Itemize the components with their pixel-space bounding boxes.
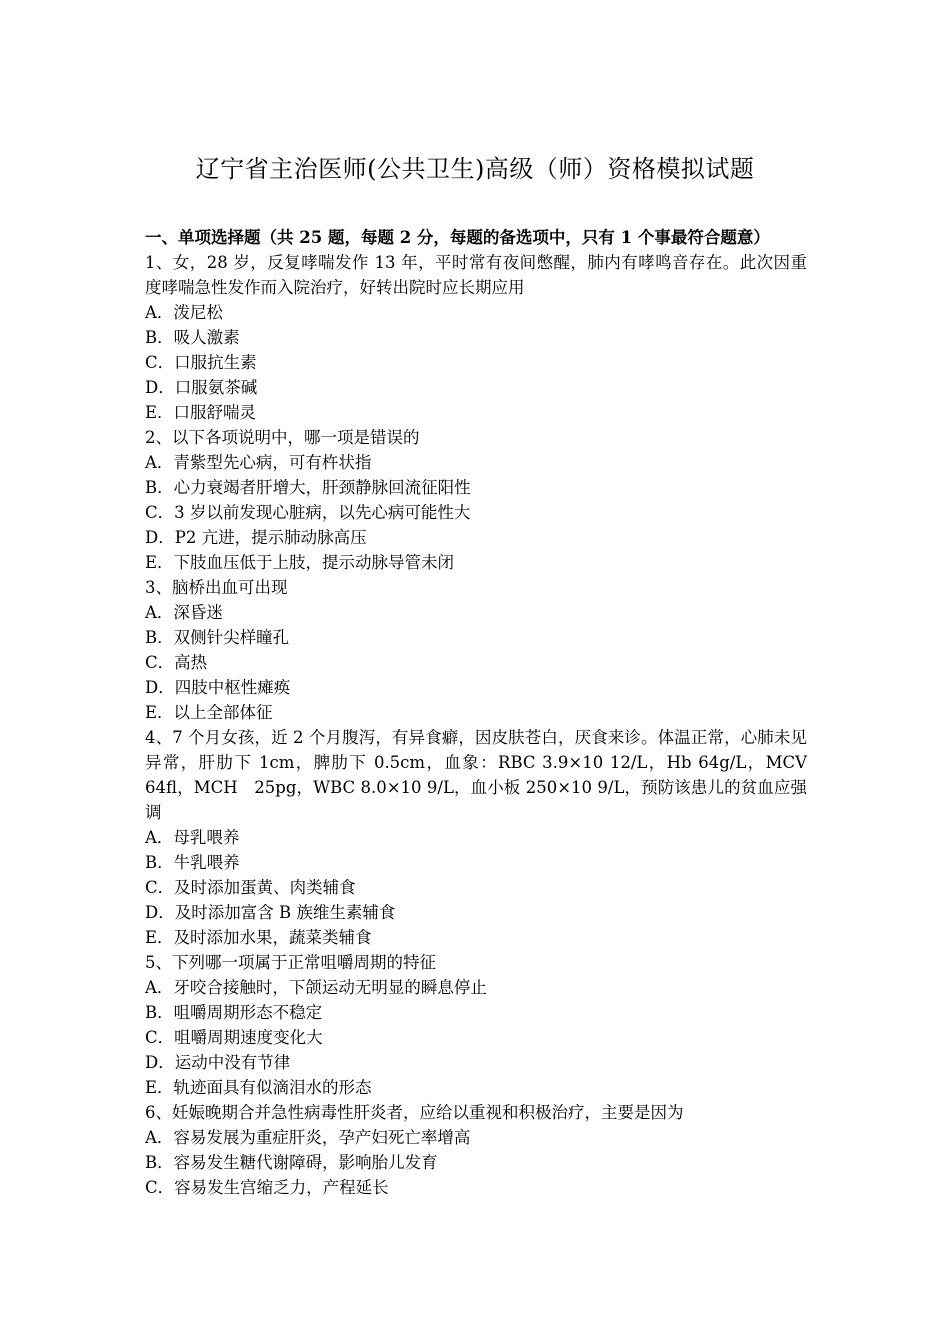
option-c: C．咀嚼周期速度变化大: [145, 1028, 323, 1047]
option-c: C．口服抗生素: [145, 353, 257, 372]
question-3: [145, 575, 807, 725]
question-stem: 1、女，28 岁，反复哮喘发作 13 年，平时常有夜间憋醒，肺内有哮鸣音存在。此次因重度哮喘急性发作而入院治疗，好转出院时应长期应用: [145, 253, 807, 297]
option-e: E．轨迹面具有似滴泪水的形态: [145, 1078, 372, 1097]
option-e: E．以上全部体征: [145, 703, 273, 722]
question-5: [145, 950, 807, 1100]
question-6: [145, 1100, 807, 1200]
option-c: C．高热: [145, 653, 208, 672]
option-d: D．口服氨茶碱: [145, 378, 258, 397]
option-d: D．运动中没有节律: [145, 1053, 291, 1072]
option-a: A．容易发展为重症肝炎，孕产妇死亡率增高: [145, 1128, 471, 1147]
option-d: D．P2 亢进，提示肺动脉高压: [145, 528, 367, 547]
option-e: E．及时添加水果，蔬菜类辅食: [145, 928, 372, 947]
question-stem: 2、以下各项说明中，哪一项是错误的: [145, 428, 420, 447]
option-a: A．牙咬合接触时，下颌运动无明显的瞬息停止: [145, 978, 487, 997]
option-c: C．3 岁以前发现心脏病，以先心病可能性大: [145, 503, 471, 522]
option-b: B．心力衰竭者肝增大，肝颈静脉回流征阳性: [145, 478, 471, 497]
option-b: B．双侧针尖样瞳孔: [145, 628, 290, 647]
option-e: E．下肢血压低于上肢，提示动脉导管未闭: [145, 553, 455, 572]
option-b: B．咀嚼周期形态不稳定: [145, 1003, 323, 1022]
question-stem: 3、脑桥出血可出现: [145, 578, 288, 597]
question-stem: 5、下列哪一项属于正常咀嚼周期的特征: [145, 953, 436, 972]
option-a: A．深昏迷: [145, 603, 223, 622]
option-b: B．牛乳喂养: [145, 853, 240, 872]
question-4: [145, 725, 807, 950]
option-e: E．口服舒喘灵: [145, 403, 257, 422]
option-b: B．容易发生糖代谢障碍，影响胎儿发育: [145, 1153, 438, 1172]
option-d: D．四肢中枢性瘫痪: [145, 678, 291, 697]
section-heading: 一、单项选择题（共 25 题，每题 2 分，每题的备选项中，只有 1 个事最符合题意）: [145, 228, 770, 247]
option-b: B．吸人激素: [145, 328, 240, 347]
option-c: C．及时添加蛋黄、肉类辅食: [145, 878, 356, 897]
question-stem: 6、妊娠晚期合并急性病毒性肝炎者，应给以重视和积极治疗，主要是因为: [145, 1103, 684, 1122]
option-c: C．容易发生宫缩乏力，产程延长: [145, 1178, 389, 1197]
option-a: A．泼尼松: [145, 303, 223, 322]
document-title: 辽宁省主治医师(公共卫生)高级（师）资格模拟试题: [195, 155, 755, 183]
option-a: A．母乳喂养: [145, 828, 240, 847]
option-a: A．青紫型先心病，可有杵状指: [145, 453, 372, 472]
question-stem: 4、7 个月女孩，近 2 个月腹泻，有异食癖，因皮肤苍白，厌食来诊。体温正常，心肺未见异常，肝肋下 1cm，脾肋下 0.5cm，血象：RBC 3.9×10 12/L，Hb 64g/L，MCV 64fl，MCH 25pg，WBC 8.0×10 9/L，血小板 250×10 9/L，预防该患儿的贫血应强调: [145, 728, 807, 822]
question-1: [145, 250, 807, 425]
question-2: [145, 425, 807, 575]
document-body: [145, 225, 807, 1200]
option-d: D．及时添加富含 B 族维生素辅食: [145, 903, 396, 922]
